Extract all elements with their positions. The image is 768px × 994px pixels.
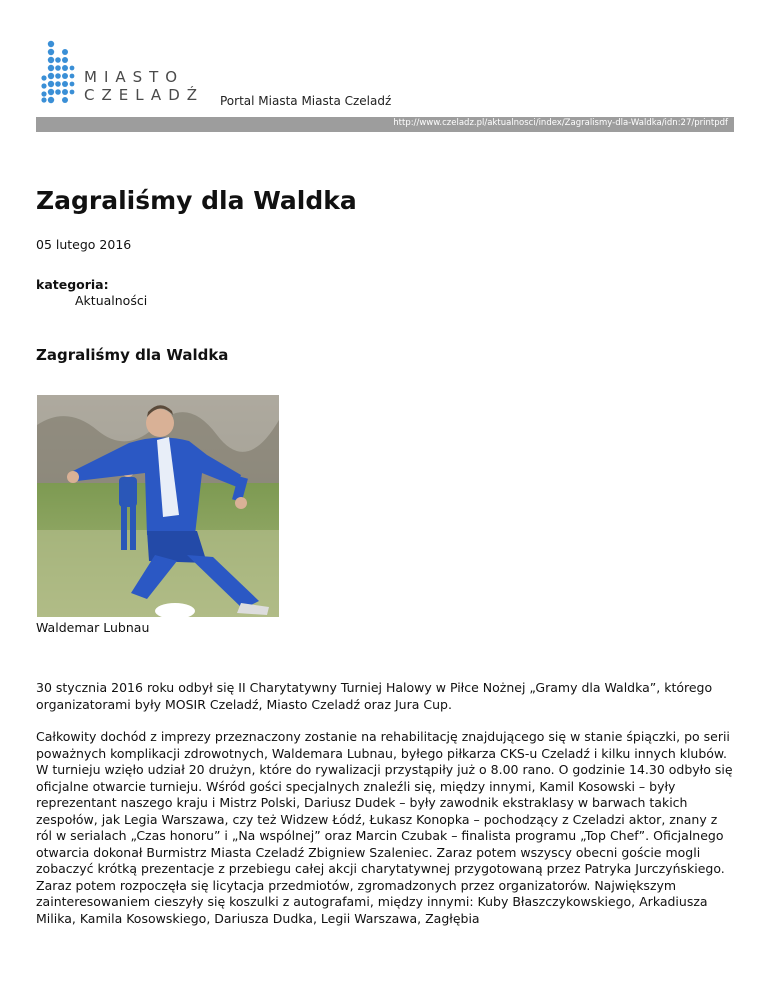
article-photo	[37, 395, 279, 617]
logo-dot	[55, 89, 61, 95]
logo-dot	[48, 41, 54, 47]
logo-dot	[55, 73, 61, 79]
logo-dot	[62, 81, 68, 87]
logo-dot	[41, 97, 46, 102]
logo-dot	[62, 89, 68, 95]
logo-line-1: MIASTO	[84, 68, 185, 86]
photo-caption: Waldemar Lubnau	[36, 620, 150, 635]
page-header	[36, 36, 734, 136]
logo-dot	[70, 66, 75, 71]
article-title: Zagraliśmy dla Waldka	[36, 186, 357, 215]
logo-dot	[62, 73, 68, 79]
logo-dot	[55, 57, 61, 63]
logo-dot	[55, 81, 61, 87]
paragraph: Całkowity dochód z imprezy przeznaczony zostanie na rehabilitację znajdującego się w stanie śpiączki, po serii poważnych komplikacji zdrowotnych, Waldemara Lubnau, byłego piłkarza CKS-u Czeladź i kilku innych klubów.	[36, 729, 730, 761]
page-url[interactable]: http://www.czeladz.pl/aktualnosci/index/Zagralismy-dla-Waldka/idn:27/printpdf	[393, 118, 728, 128]
logo-dot	[48, 49, 54, 55]
logo-dot	[62, 97, 68, 103]
logo-dot	[48, 73, 54, 79]
paragraph: W turnieju wzięło udział 20 drużyn, które do rywalizacji przystąpiły już o 8.00 rano. O godzinie 14.30 odbyło się oficjalne otwarcie turnieju. Wśród gości specjalnych znaleźli się, między innymi, Kamil Kosowski – były reprezentant naszego kraju i Mistrz Polski, Dariusz Dudek – były zawodnik ekstraklasy w barwach takich zespołów, jak Legia Warszawa, czy też Widzew Łódź, Łukasz Konopka – pochodzący z Czeladzi aktor, znany z ról w serialach „Czas honoru” i „Na wspólnej” oraz Marcin Czubak – finalista programu „Top Chef”. Oficjalnego otwarcia dokonał Burmistrz Miasta Czeladź Zbigniew Szaleniec. Zaraz potem wszyscy obecni goście mogli zobaczyć krótką prezentacje z przebiegu całej akcji charytatywnej przygotowaną przez Patryka Jurczyńskiego. Zaraz potem rozpoczęła się licytacja przedmiotów, zgromadzonych przez organizatorów. Największym zainteresowaniem cieszyły się koszulki z autografami, między innymi: Kuby Błaszczykowskiego, Arkadiusza Milika, Kamila Kosowskiego, Dariusza Dudka, Legii Warszawa, Zagłębia	[36, 762, 733, 926]
logo-line-2: CZELADŹ	[84, 86, 205, 104]
logo-dot	[62, 49, 68, 55]
logo-dot	[48, 81, 54, 87]
football-player-image	[37, 395, 279, 617]
portal-name: Portal Miasta Miasta Czeladź	[220, 94, 392, 108]
category-label: kategoria:	[36, 277, 109, 292]
article-body	[36, 680, 736, 943]
logo-dot	[41, 75, 46, 80]
logo-wordmark	[84, 68, 204, 104]
logo-dot	[41, 91, 46, 96]
logo-dot	[41, 83, 46, 88]
logo-dot	[48, 89, 54, 95]
logo-dot	[62, 57, 68, 63]
logo-dot	[70, 82, 75, 87]
logo-dot	[62, 65, 68, 71]
category-value[interactable]: Aktualności	[75, 293, 148, 308]
miasto-czeladz-logo[interactable]	[38, 38, 238, 108]
logo-dot	[55, 65, 61, 71]
logo-dots-icon	[38, 38, 78, 108]
logo-dot	[48, 97, 54, 103]
logo-dot	[70, 74, 75, 79]
logo-dot	[48, 57, 54, 63]
logo-dot	[48, 65, 54, 71]
article-subtitle: Zagraliśmy dla Waldka	[36, 346, 229, 364]
url-bar	[36, 117, 734, 132]
paragraph: 30 stycznia 2016 roku odbył się II Charytatywny Turniej Halowy w Piłce Nożnej „Gramy dla Waldka”, którego organizatorami były MOSIR Czeladź, Miasto Czeladź oraz Jura Cup.	[36, 680, 713, 712]
logo-dot	[70, 90, 75, 95]
article-date: 05 lutego 2016	[36, 237, 132, 252]
